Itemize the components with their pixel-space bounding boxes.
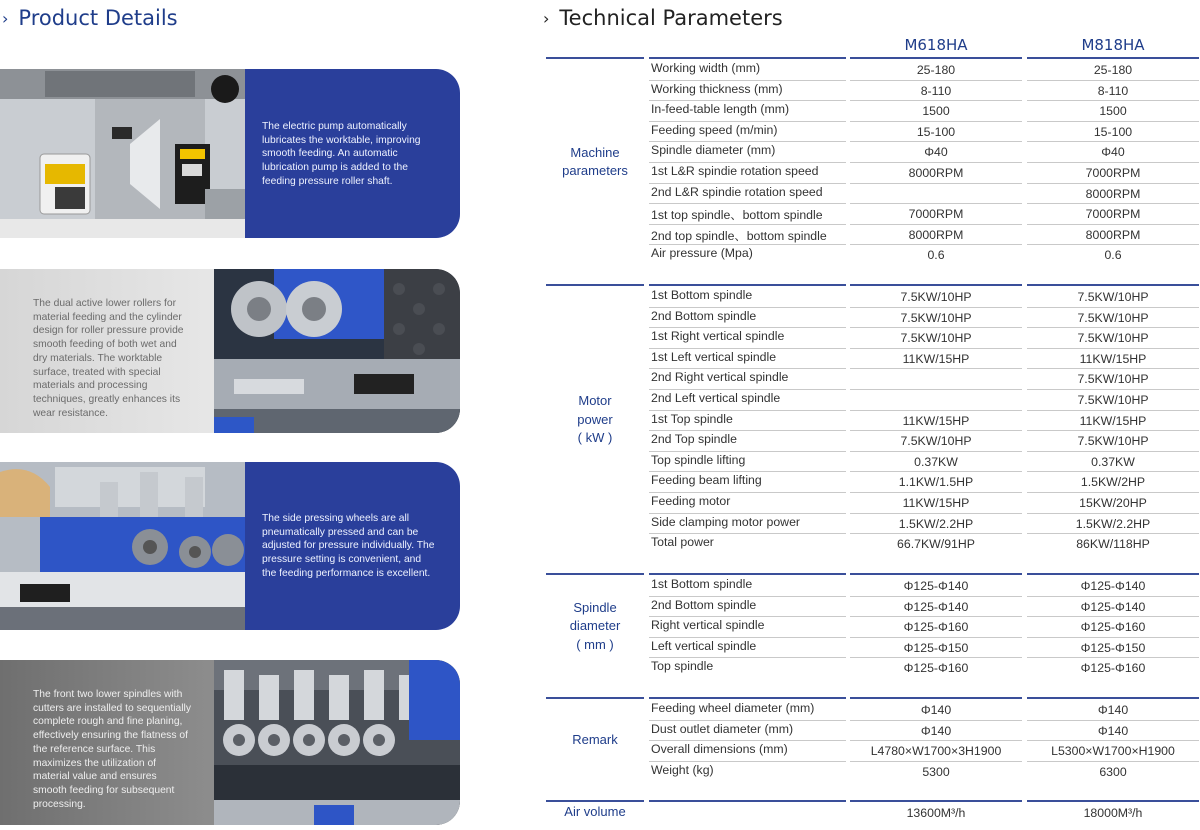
row-divider [850, 368, 1022, 369]
value-m618ha: 8-110 [920, 83, 952, 98]
group-label-line: diameter [569, 618, 621, 634]
row-divider [649, 430, 846, 431]
param-label: Feeding wheel diameter (mm) [651, 701, 815, 715]
detail-card-lubrication [0, 69, 460, 238]
value-m818ha: 7000RPM [1085, 166, 1141, 180]
detail-card-side-pressing [0, 462, 460, 630]
row-divider [850, 430, 1022, 431]
group-label-line: parameters [562, 163, 628, 178]
value-m618ha: 7.5KW/10HP [900, 331, 972, 346]
value-m818ha: 86KW/118HP [1076, 537, 1150, 552]
row-divider [850, 471, 1022, 472]
value-m818ha: 11KW/15HP [1079, 351, 1147, 366]
group-divider [649, 697, 846, 699]
row-divider [1027, 368, 1199, 369]
value-m818ha: 1500 [1099, 104, 1127, 119]
value-m818ha: L5300×W1700×H1900 [1051, 744, 1175, 759]
detail-card-rollers [0, 269, 460, 433]
value-m618ha: Φ125-Φ160 [903, 620, 969, 635]
row-divider [1027, 471, 1199, 472]
value-m818ha: 7.5KW/10HP [1077, 434, 1149, 449]
value-m618ha: 8000RPM [908, 227, 964, 242]
row-divider [1027, 430, 1199, 431]
row-divider [649, 141, 846, 142]
param-label: 2nd Top spindle [651, 432, 737, 447]
row-divider [1027, 492, 1199, 493]
value-m818ha: Φ125-Φ140 [1080, 599, 1146, 614]
param-label: Left vertical spindle [651, 638, 757, 653]
row-divider [1027, 637, 1199, 638]
value-m818ha: 1.5KW/2.2HP [1075, 516, 1151, 531]
group-divider [649, 800, 846, 802]
row-divider [649, 162, 846, 163]
value-m818ha: Φ140 [1097, 723, 1129, 738]
value-m618ha: 0.6 [927, 248, 945, 263]
param-label: Dust outlet diameter (mm) [651, 721, 794, 736]
row-divider [649, 203, 846, 204]
group-divider [850, 697, 1022, 699]
value-m618ha: 5300 [922, 764, 950, 779]
group-divider [850, 284, 1022, 286]
row-divider [649, 471, 846, 472]
row-divider [1027, 410, 1199, 411]
row-divider [1027, 740, 1199, 741]
row-divider [850, 80, 1022, 81]
row-divider [649, 637, 846, 638]
value-m618ha: 7.5KW/10HP [900, 290, 972, 304]
row-divider [850, 100, 1022, 101]
row-divider [850, 616, 1022, 617]
group-divider [850, 573, 1022, 575]
group-label [546, 803, 644, 822]
row-divider [850, 596, 1022, 597]
param-label: Feeding motor [651, 494, 731, 508]
chevron-right-icon: › [2, 8, 9, 28]
row-divider [649, 183, 846, 184]
value-m818ha: 11KW/15HP [1079, 413, 1147, 428]
detail-card-lower-spindles [0, 660, 460, 825]
param-label: 1st top spindle、bottom spindle [651, 208, 823, 223]
value-m618ha: 0.37KW [914, 454, 958, 469]
group-divider [546, 284, 644, 286]
group-divider [1027, 800, 1199, 802]
group-divider [649, 57, 846, 59]
param-label: 2nd L&R spindie rotation speed [651, 184, 823, 199]
row-divider [1027, 389, 1199, 390]
group-divider [850, 800, 1022, 802]
row-divider [1027, 162, 1199, 163]
row-divider [1027, 327, 1199, 328]
row-divider [1027, 141, 1199, 142]
row-divider [649, 451, 846, 452]
value-m818ha: 0.37KW [1091, 454, 1135, 469]
lower-spindles-photo [214, 660, 460, 825]
feed-rollers-photo [214, 269, 460, 433]
row-divider [1027, 761, 1199, 762]
group-divider [546, 573, 644, 575]
row-divider [649, 389, 846, 390]
row-divider [649, 410, 846, 411]
row-divider [850, 720, 1022, 721]
row-divider [649, 244, 846, 245]
row-divider [649, 513, 846, 514]
group-label-line: ( mm ) [576, 636, 614, 652]
row-divider [850, 410, 1022, 411]
value-m818ha: 8000RPM [1085, 186, 1141, 201]
row-divider [850, 657, 1022, 658]
row-divider [649, 121, 846, 122]
param-label: 1st Right vertical spindle [651, 329, 785, 344]
value-m618ha: 1.5KW/2.2HP [898, 516, 974, 531]
row-divider [850, 389, 1022, 390]
row-divider [850, 348, 1022, 349]
value-m818ha: 7.5KW/10HP [1077, 393, 1149, 407]
value-m618ha: L4780×W1700×3H1900 [870, 744, 1002, 759]
value-m618ha: 25-180 [916, 63, 956, 77]
row-divider [850, 121, 1022, 122]
detail-card-text: The dual active lower rollers for material feeding and the cylinder design for roller pressure provide smooth feeding of both wet and dry materials. The worktable surface, treated with special materials and processing techniques, greatly enhances its wear resistance. [33, 298, 184, 419]
row-divider [1027, 513, 1199, 514]
technical-parameters-title-text: Technical Parameters [559, 6, 783, 30]
param-label: 1st Top spindle [651, 411, 733, 426]
chevron-right-icon: › [543, 8, 550, 28]
row-divider [1027, 348, 1199, 349]
row-divider [1027, 533, 1199, 534]
value-m618ha: Φ125-Φ140 [903, 579, 969, 593]
param-label: In-feed-table length (mm) [651, 102, 790, 117]
row-divider [1027, 121, 1199, 122]
value-m618ha: Φ40 [924, 145, 948, 160]
detail-card-text: The side pressing wheels are all pneumatically pressed and can be adjusted for pressure individually. The pressure setting is convenient, and the feeding performance is excellent. [262, 513, 435, 579]
detail-card-text: The electric pump automatically lubricates the worktable, improving smooth feeding. An automatic lubrication pump is added to the feeding pressure roller shaft. [262, 121, 421, 187]
group-label [546, 599, 644, 655]
row-divider [649, 720, 846, 721]
value-m818ha: 7.5KW/10HP [1077, 290, 1149, 304]
group-divider [649, 284, 846, 286]
param-label: 1st Bottom spindle [651, 288, 753, 302]
value-m818ha: 15-100 [1093, 124, 1133, 139]
value-m818ha: 0.6 [1104, 248, 1122, 263]
row-divider [649, 616, 846, 617]
group-divider [546, 57, 644, 59]
value-m618ha: 7.5KW/10HP [900, 310, 972, 325]
model-header-m818ha: M818HA [1081, 36, 1145, 54]
row-divider [850, 141, 1022, 142]
row-divider [1027, 224, 1199, 225]
row-divider [850, 203, 1022, 204]
row-divider [649, 368, 846, 369]
param-label: 2nd top spindle、bottom spindle [651, 228, 827, 243]
value-m818ha: 6300 [1099, 764, 1127, 779]
group-label-line: Machine [570, 144, 620, 160]
value-m818ha: Φ125-Φ140 [1080, 579, 1146, 593]
param-label: 1st Bottom spindle [651, 577, 753, 591]
value-m618ha: 1.1KW/1.5HP [898, 475, 974, 490]
row-divider [1027, 307, 1199, 308]
row-divider [1027, 183, 1199, 184]
detail-card-text: The front two lower spindles with cutters are installed to sequentially complete rough and fine planing, effectively ensuring the flatness of the reference surface. This maximizes the utilization of material value and ensures smooth feeding for subsequent processing. [33, 689, 191, 810]
value-m818ha: Φ125-Φ150 [1080, 640, 1146, 655]
group-label [546, 144, 644, 181]
row-divider [1027, 80, 1199, 81]
row-divider [1027, 616, 1199, 617]
group-divider [1027, 57, 1199, 59]
group-label-line: ( kW ) [577, 430, 613, 446]
group-label [546, 392, 644, 448]
param-label: Air pressure (Mpa) [651, 246, 753, 261]
row-divider [649, 761, 846, 762]
group-divider [546, 697, 644, 699]
value-m618ha: 1500 [922, 104, 950, 119]
value-m818ha: 7.5KW/10HP [1077, 331, 1149, 346]
group-divider [1027, 697, 1199, 699]
side-pressing-wheels-photo [0, 462, 245, 630]
row-divider [649, 224, 846, 225]
param-label: 2nd Bottom spindle [651, 308, 757, 323]
group-label-line: power [577, 411, 613, 427]
row-divider [850, 761, 1022, 762]
group-label-line: Motor [578, 393, 612, 409]
row-divider [649, 327, 846, 328]
value-m618ha: 7000RPM [908, 207, 964, 222]
param-label: Right vertical spindle [651, 618, 765, 633]
row-divider [850, 307, 1022, 308]
group-label-line: Remark [572, 731, 618, 747]
param-label: Top spindle [651, 659, 714, 674]
group-label-line: Spindle [573, 599, 617, 615]
row-divider [850, 183, 1022, 184]
row-divider [850, 244, 1022, 245]
param-label: 2nd Right vertical spindle [651, 370, 789, 385]
param-label: Overall dimensions (mm) [651, 742, 788, 757]
model-header-m618ha: M618HA [904, 36, 968, 54]
row-divider [649, 657, 846, 658]
value-m618ha: Φ140 [920, 703, 952, 717]
param-label: Feeding speed (m/min) [651, 122, 778, 137]
product-details-title [2, 6, 178, 30]
value-m818ha: 7000RPM [1085, 207, 1141, 222]
value-m818ha: 8000RPM [1085, 227, 1141, 242]
row-divider [850, 533, 1022, 534]
group-label-line: Air volume [564, 804, 626, 820]
technical-parameters-title [543, 6, 783, 30]
param-label: 1st L&R spindie rotation speed [651, 164, 819, 178]
param-label: Weight (kg) [651, 762, 714, 777]
row-divider [649, 492, 846, 493]
param-label: 2nd Bottom spindle [651, 597, 757, 612]
param-label: Spindle diameter (mm) [651, 143, 776, 158]
value-m818ha: Φ40 [1101, 145, 1125, 160]
row-divider [850, 513, 1022, 514]
group-divider [850, 57, 1022, 59]
product-details-title-text: Product Details [18, 6, 178, 30]
value-m618ha: Φ125-Φ150 [903, 640, 969, 655]
row-divider [1027, 100, 1199, 101]
value-m618ha: Φ140 [920, 723, 952, 738]
row-divider [1027, 720, 1199, 721]
row-divider [649, 596, 846, 597]
value-m618ha: 11KW/15HP [902, 496, 970, 510]
row-divider [850, 492, 1022, 493]
param-label: Total power [651, 535, 714, 550]
value-m618ha: Φ125-Φ140 [903, 599, 969, 614]
group-divider [546, 800, 644, 802]
value-m618ha: 7.5KW/10HP [900, 434, 972, 449]
value-m818ha: 1.5KW/2HP [1080, 475, 1146, 490]
row-divider [850, 637, 1022, 638]
value-m818ha: 15KW/20HP [1079, 496, 1147, 510]
param-label: Side clamping motor power [651, 514, 800, 529]
value-m618ha: Φ125-Φ160 [903, 661, 969, 676]
row-divider [649, 307, 846, 308]
value-m618ha: 66.7KW/91HP [897, 537, 975, 552]
row-divider [1027, 596, 1199, 597]
row-divider [1027, 203, 1199, 204]
row-divider [850, 162, 1022, 163]
value-m618ha: 8000RPM [908, 166, 964, 180]
param-label: 2nd Left vertical spindle [651, 391, 781, 405]
param-label: Feeding beam lifting [651, 473, 762, 488]
row-divider [649, 348, 846, 349]
row-divider [850, 451, 1022, 452]
lubrication-pump-photo [0, 69, 245, 238]
row-divider [649, 740, 846, 741]
row-divider [1027, 451, 1199, 452]
value-m818ha: 7.5KW/10HP [1077, 372, 1149, 387]
row-divider [850, 327, 1022, 328]
value-m818ha: 8-110 [1097, 83, 1129, 98]
row-divider [1027, 657, 1199, 658]
value-m818ha: Φ140 [1097, 703, 1129, 717]
row-divider [649, 80, 846, 81]
row-divider [850, 740, 1022, 741]
value-m818ha: 7.5KW/10HP [1077, 310, 1149, 325]
param-label: Top spindle lifting [651, 452, 746, 467]
group-divider [649, 573, 846, 575]
param-label: 1st Left vertical spindle [651, 349, 777, 364]
param-label: Working width (mm) [651, 61, 761, 75]
group-divider [1027, 284, 1199, 286]
value-m618ha: 11KW/15HP [902, 351, 970, 366]
group-label [546, 731, 644, 750]
value-m618ha: 11KW/15HP [902, 413, 970, 428]
group-divider [1027, 573, 1199, 575]
row-divider [649, 100, 846, 101]
value-m818ha: 18000M³/h [1083, 806, 1143, 820]
value-m818ha: Φ125-Φ160 [1080, 661, 1146, 676]
value-m618ha: 13600M³/h [906, 806, 966, 820]
value-m818ha: 25-180 [1093, 63, 1133, 77]
row-divider [649, 533, 846, 534]
value-m618ha: 15-100 [916, 124, 956, 139]
value-m818ha: Φ125-Φ160 [1080, 620, 1146, 635]
row-divider [850, 224, 1022, 225]
param-label: Working thickness (mm) [651, 81, 783, 96]
row-divider [1027, 244, 1199, 245]
